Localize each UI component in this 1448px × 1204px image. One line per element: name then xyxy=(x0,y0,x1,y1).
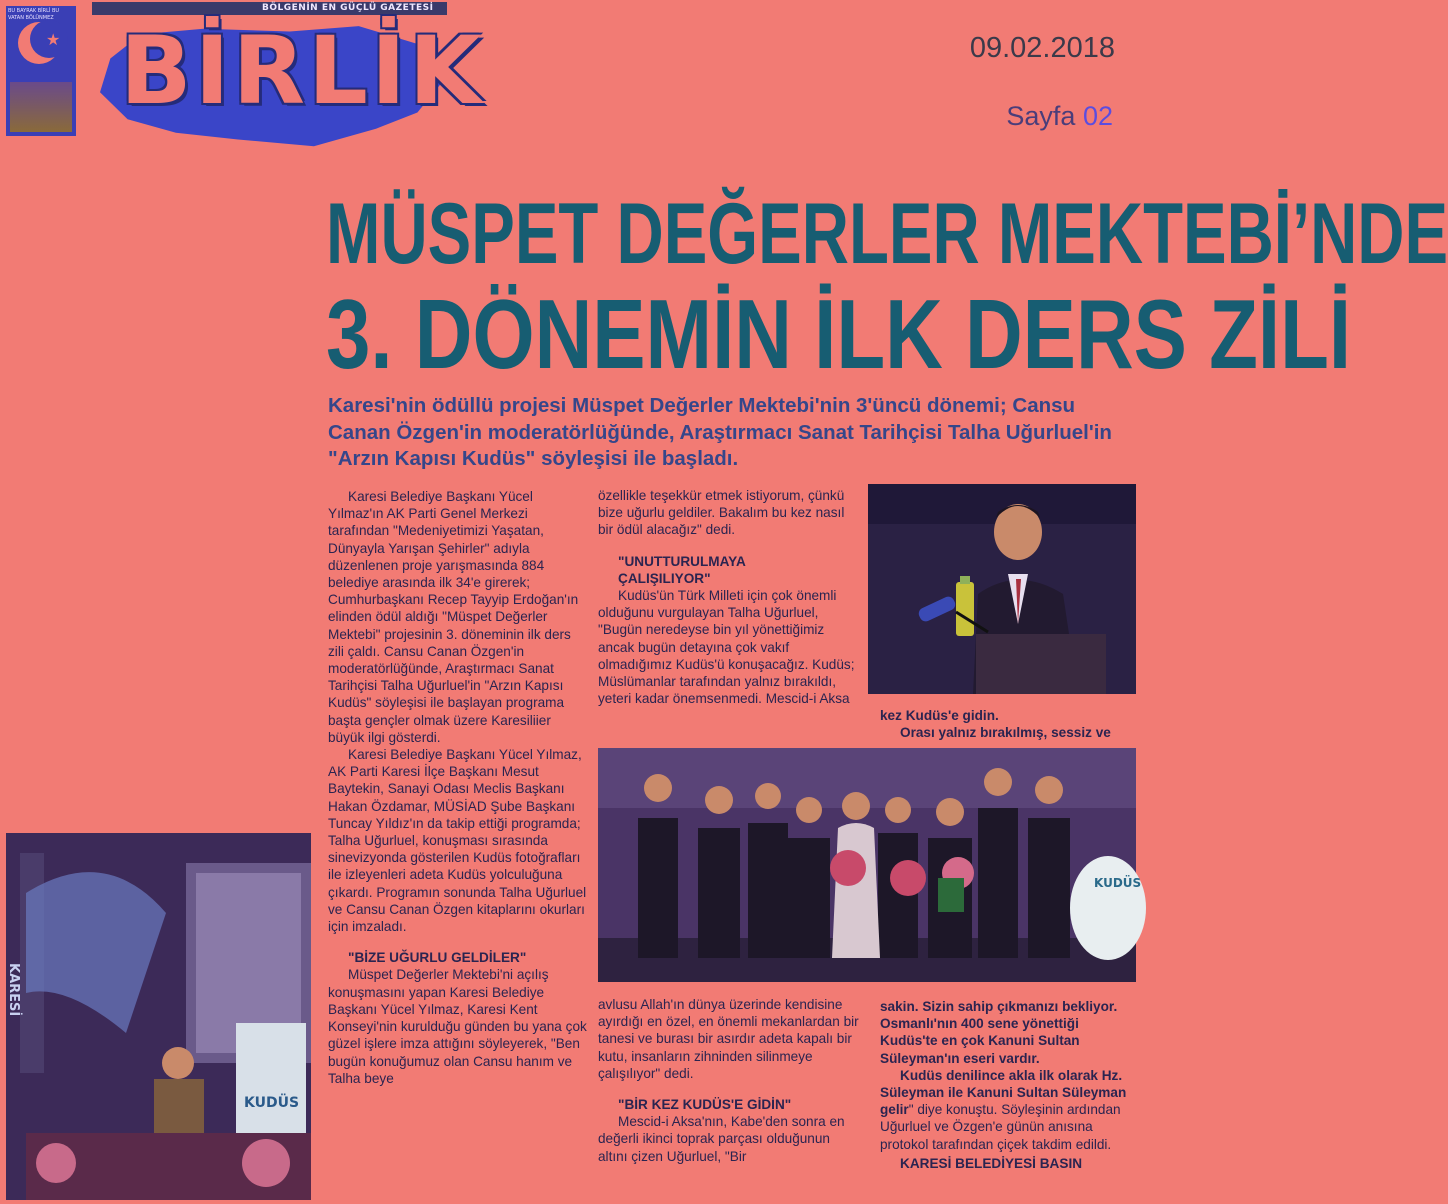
slogan: BÖLGENİN EN GÜÇLÜ GAZETESİ xyxy=(262,3,434,13)
paragraph: Kudüs'ün Türk Milleti için çok önemli olduğunu vurgulayan Talha Uğurluel, "Bugün neredeyse bin yıl yönettiğimiz ancak bugün detayına çok vakıf olmadığımız Kudüs'ü konuşacağız. Kudüs; Müslümanlar tarafından yalnız bırakıldı, yeteri kadar önemsenmedi. Mescid-i Aksa xyxy=(598,588,855,707)
subheading: "BİZE UĞURLU GELDİLER" xyxy=(348,950,527,966)
issue-date: 09.02.2018 xyxy=(969,32,1115,64)
speaker-illustration xyxy=(868,484,1136,694)
page-number: 02 xyxy=(1082,101,1113,131)
article-column-1 xyxy=(328,488,590,1087)
group-illustration xyxy=(598,748,1136,982)
emblem-field xyxy=(10,82,72,132)
paragraph: Orası yalnız bırakılmış, sessiz ve xyxy=(900,725,1111,741)
article-column-3-continued xyxy=(880,998,1135,1172)
byline: KARESİ BELEDİYESİ BASIN xyxy=(900,1155,1083,1171)
kudus-banner-text: KUDÜS xyxy=(1094,876,1142,890)
paragraph: sakin. Sizin sahip çıkmanızı bekliyor. Osmanlı'nın 400 sene yönettiği Kudüs'te en çok Kanuni Sultan Süleyman'ın eseri vardır. xyxy=(880,999,1118,1066)
paragraph: Mescid-i Aksa'nın, Kabe'den sonra en değerli ikinci toprak parçası olduğunun altını çizen Uğurluel, "Bir xyxy=(598,1114,845,1164)
newspaper-logo: BİRLİK xyxy=(120,17,485,126)
paragraph: özellikle teşekkür etmek istiyorum, çünkü bize uğurlu geldiler. Bakalım bu kez nasıl bir ödül alacağız" dedi. xyxy=(598,488,845,538)
photo-group-with-flowers xyxy=(598,748,1142,982)
article-lede: Karesi'nin ödüllü projesi Müspet Değerler Mektebi'nin 3'üncü dönemi; Cansu Canan Özgen'in moderatörlüğünde, Araştırmacı Sanat Tarihçisi Talha Uğurluel'in "Arzın Kapısı Kudüs" söyleşisi ile başladı. xyxy=(328,394,1112,470)
page-indicator xyxy=(1006,101,1113,132)
emblem-caption: BU BAYRAK BİRLİ BU VATAN BÖLÜNMEZ xyxy=(8,8,60,21)
paragraph: Karesi Belediye Başkanı Yücel Yılmaz, AK Parti Karesi İlçe Başkanı Mesut Baytekin, Sanayi Odası Meclis Başkanı Hakan Özdamar, MÜSİAD Şube Başkanı Tuncay Yıldız'ın da takip ettiği programda; Talha Uğurluel, konuşması sırasında sinevizyonda gösterilen Kudüs fotoğrafları ile izleyenleri adeta Kudüs yolculuğuna çıkardı. Programın sonunda Talha Uğurluel ve Cansu Canan Özgen kitaplarını okurları için imzaladı. xyxy=(328,747,587,935)
article-column-2-continued xyxy=(598,996,860,1165)
karesi-banner-text: KARESİ xyxy=(6,963,21,1017)
photo-speaker-at-podium xyxy=(868,484,1136,694)
paragraph: kez Kudüs'e gidin. xyxy=(880,708,999,723)
quote-rest: " diye konuştu. Söyleşinin ardından Uğurluel ve Özgen'e günün anısına protokol tarafından çiçek takdim edildi. xyxy=(880,1102,1121,1152)
subheading: "BİR KEZ KUDÜS'E GİDİN" xyxy=(618,1097,792,1113)
paragraph: Karesi Belediye Başkanı Yücel Yılmaz'ın AK Parti Genel Merkezi tarafından "Medeniyetimizi Yaşatan, Dünyayla Yarışan Şehirler" adıyla düzenlenen proje yarışmasında 884 belediye arasında ilk 34'e girerek; Cumhurbaşkanı Recep Tayyip Erdoğan'ın elinden ödül aldığı "Müspet Değerler Mektebi" projesinin 3. döneminin ilk ders zili çaldı. Cansu Canan Özgen'in moderatörlüğünde, Araştırmacı Sanat Tarihçisi Talha Uğurluel'in "Arzın Kapısı Kudüs" söyleşisi ile başlayan programa başta gençler olmak üzere Karesiliier büyük ilgi gösterdi. xyxy=(328,489,579,745)
article-column-2 xyxy=(598,487,860,707)
paragraph: avlusu Allah'ın dünya üzerinde kendisine ayırdığı en özel, en önemli mekanlardan bir tanesi ve burası bir asırdır adeta kapalı bir kutu, insanların zihninden silinmeye çalışılıyor" dedi. xyxy=(598,997,859,1081)
photo-talk-on-stage xyxy=(6,833,311,1200)
kudus-book-text: KUDÜS xyxy=(244,1095,300,1111)
paragraph xyxy=(880,1067,1135,1153)
page-label: Sayfa xyxy=(1006,101,1076,131)
headline-line-2: 3. DÖNEMİN İLK DERS ZİLİ xyxy=(326,279,1352,389)
bold-quote: Kudüs denilince akla ilk olarak Hz. Süleyman ile Kanuni Sultan Süleyman gelir xyxy=(880,1067,1127,1118)
headline-line-1: MÜSPET DEĞERLER MEKTEBİ’NDE xyxy=(326,186,1448,282)
article-column-3 xyxy=(880,707,1135,741)
subheading: "UNUTTURULMAYA ÇALIŞILIYOR" xyxy=(618,553,746,586)
star-icon: ★ xyxy=(46,30,61,49)
stage-illustration xyxy=(6,833,311,1200)
paragraph: Müspet Değerler Mektebi'ni açılış konuşmasını yapan Karesi Belediye Başkanı Yücel Yılmaz, Karesi Kent Konseyi'nin kurulduğu günden bu yana çok güzel işlere imza attığını söyleyerek, "Ben bugün konuğumuz olan Cansu hanım ve Talha beye xyxy=(328,967,587,1086)
